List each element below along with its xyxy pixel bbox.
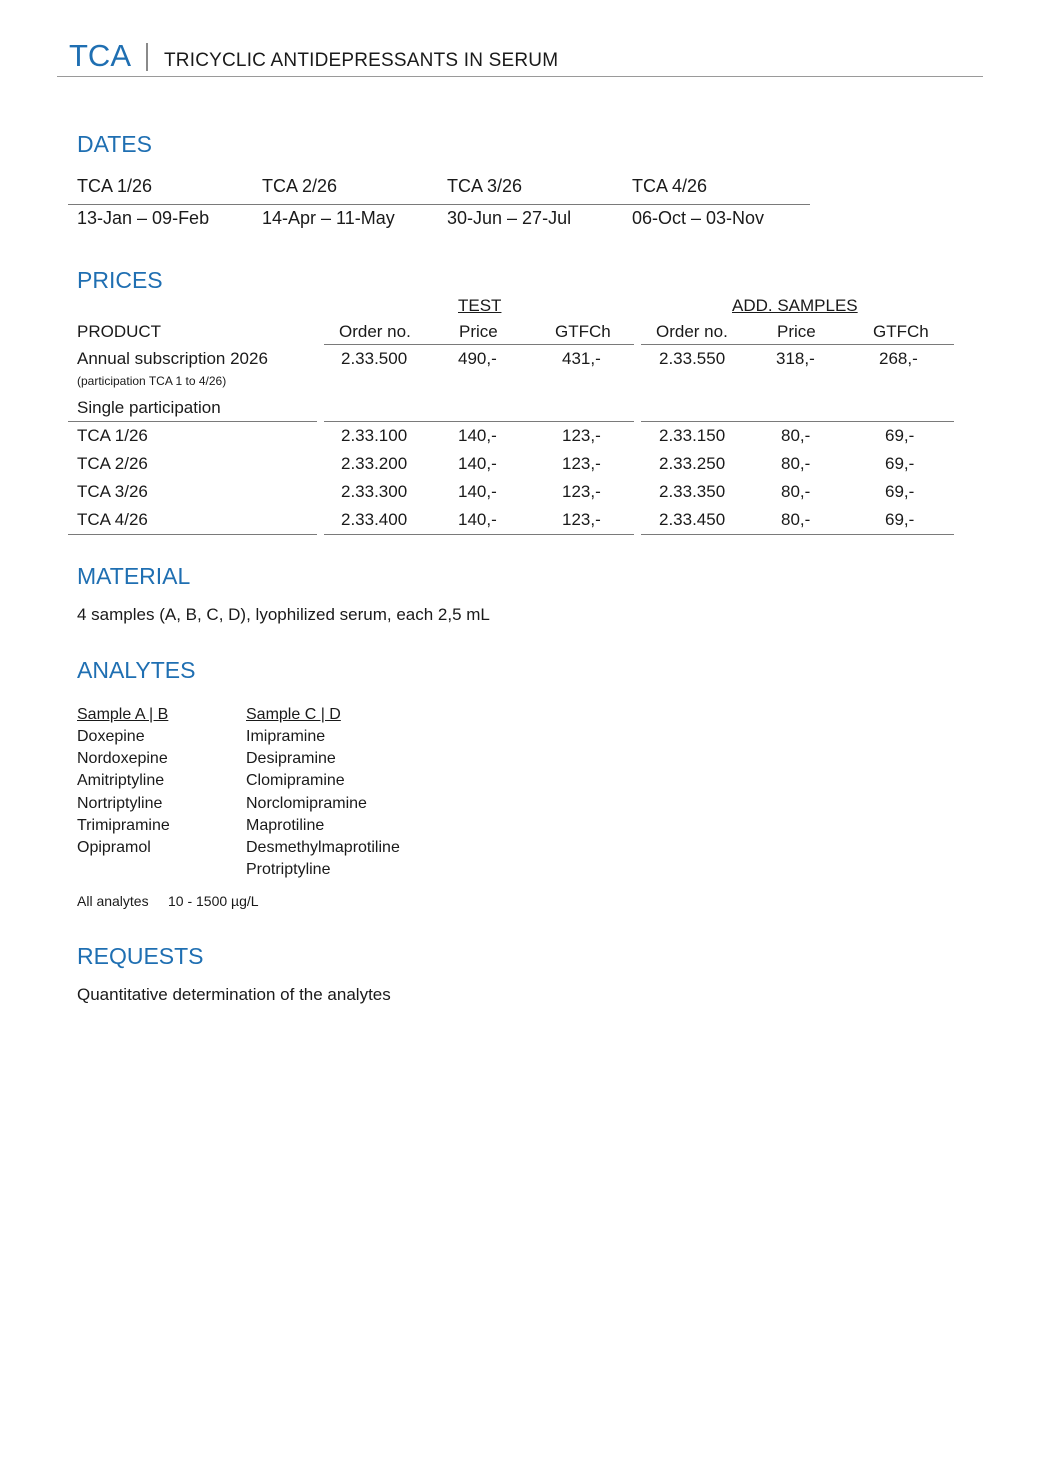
row-gtfch2: 69,- (885, 454, 915, 473)
row-price2: 80,- (781, 482, 811, 501)
annual-product: Annual subscription 2026 (77, 349, 268, 368)
annual-order2: 2.33.550 (659, 349, 726, 368)
analyte-item: Nortriptyline (77, 795, 163, 812)
range-label: All analytes (77, 893, 149, 909)
analyte-item: Norclomipramine (246, 795, 367, 812)
row-order2: 2.33.250 (659, 454, 726, 473)
header-title: TRICYCLIC ANTIDEPRESSANTS IN SERUM (164, 50, 559, 71)
sample-ab-title: Sample A | B (77, 706, 169, 723)
row-order: 2.33.200 (341, 454, 408, 473)
row-price: 140,- (458, 510, 497, 529)
date-range: 14-Apr – 11-May (262, 208, 395, 228)
analyte-item: Desipramine (246, 750, 336, 767)
annual-price2: 318,- (776, 349, 815, 368)
date-col-name: TCA 3/26 (447, 176, 523, 196)
row-order2: 2.33.450 (659, 510, 726, 529)
row-order: 2.33.400 (341, 510, 408, 529)
row-gtfch2: 69,- (885, 510, 915, 529)
date-range: 30-Jun – 27-Jul (447, 208, 572, 228)
date-col-name: TCA 2/26 (262, 176, 338, 196)
date-col-name: TCA 4/26 (632, 176, 708, 196)
row-gtfch2: 69,- (885, 482, 915, 501)
row-gtfch: 123,- (562, 482, 601, 501)
row-product: TCA 2/26 (77, 454, 148, 473)
annual-gtfch2: 268,- (879, 349, 918, 368)
test-rule (324, 421, 634, 422)
single-participation-label: Single participation (77, 398, 221, 417)
row-price: 140,- (458, 482, 497, 501)
annual-order: 2.33.500 (341, 349, 408, 368)
date-range: 06-Oct – 03-Nov (632, 208, 765, 228)
row-gtfch2: 69,- (885, 426, 915, 445)
group-test-label: TEST (458, 296, 502, 315)
group-add-samples-label: ADD. SAMPLES (732, 296, 858, 315)
date-range: 13-Jan – 09-Feb (77, 208, 210, 228)
dates-heading: DATES (77, 131, 152, 157)
material-heading: MATERIAL (77, 563, 191, 589)
col-gtfch-header: GTFCh (555, 322, 611, 341)
analyte-item: Imipramine (246, 728, 326, 745)
analyte-item: Nordoxepine (77, 750, 168, 767)
row-gtfch: 123,- (562, 510, 601, 529)
add-rule (641, 421, 954, 422)
date-col-name: TCA 1/26 (77, 176, 153, 196)
analytes-heading: ANALYTES (77, 657, 196, 683)
header-rule (57, 76, 983, 77)
material-text: 4 samples (A, B, C, D), lyophilized serum, each 2,5 mL (77, 605, 490, 624)
range-value: 10 - 1500 µg/L (168, 893, 259, 909)
header-code: TCA (69, 38, 131, 73)
col-gtfch2-header: GTFCh (873, 322, 929, 341)
row-product: TCA 4/26 (77, 510, 148, 529)
row-price2: 80,- (781, 426, 811, 445)
analyte-item: Amitriptyline (77, 772, 165, 789)
analyte-item: Maprotiline (246, 817, 325, 834)
col-price2-header: Price (777, 322, 816, 341)
analyte-item: Desmethylmaprotiline (246, 839, 400, 856)
sample-cd-title: Sample C | D (246, 706, 341, 723)
annual-gtfch: 431,- (562, 349, 601, 368)
analyte-item: Clomipramine (246, 772, 345, 789)
annual-price: 490,- (458, 349, 497, 368)
product-bottom-rule (68, 534, 317, 535)
col-price-header: Price (459, 322, 498, 341)
analyte-item: Protriptyline (246, 861, 331, 878)
row-gtfch: 123,- (562, 426, 601, 445)
product-rule (68, 421, 317, 422)
analyte-item: Doxepine (77, 728, 145, 745)
col-order-header: Order no. (339, 322, 411, 341)
header-divider (146, 43, 148, 71)
row-price2: 80,- (781, 454, 811, 473)
row-order: 2.33.300 (341, 482, 408, 501)
dates-rule (68, 204, 810, 205)
col-order2-header: Order no. (656, 322, 728, 341)
annual-note: (participation TCA 1 to 4/26) (77, 374, 227, 388)
requests-heading: REQUESTS (77, 943, 204, 969)
test-bottom-rule (324, 534, 634, 535)
row-order: 2.33.100 (341, 426, 408, 445)
row-price: 140,- (458, 454, 497, 473)
row-price: 140,- (458, 426, 497, 445)
col-product-header: PRODUCT (77, 322, 162, 341)
row-price2: 80,- (781, 510, 811, 529)
row-order2: 2.33.350 (659, 482, 726, 501)
row-product: TCA 1/26 (77, 426, 148, 445)
analyte-item: Opipramol (77, 839, 151, 856)
row-product: TCA 3/26 (77, 482, 148, 501)
row-gtfch: 123,- (562, 454, 601, 473)
test-header-rule (324, 344, 634, 345)
requests-text: Quantitative determination of the analytes (77, 985, 391, 1004)
prices-heading: PRICES (77, 267, 163, 293)
add-bottom-rule (641, 534, 954, 535)
add-header-rule (641, 344, 954, 345)
analyte-item: Trimipramine (77, 817, 170, 834)
row-order2: 2.33.150 (659, 426, 726, 445)
